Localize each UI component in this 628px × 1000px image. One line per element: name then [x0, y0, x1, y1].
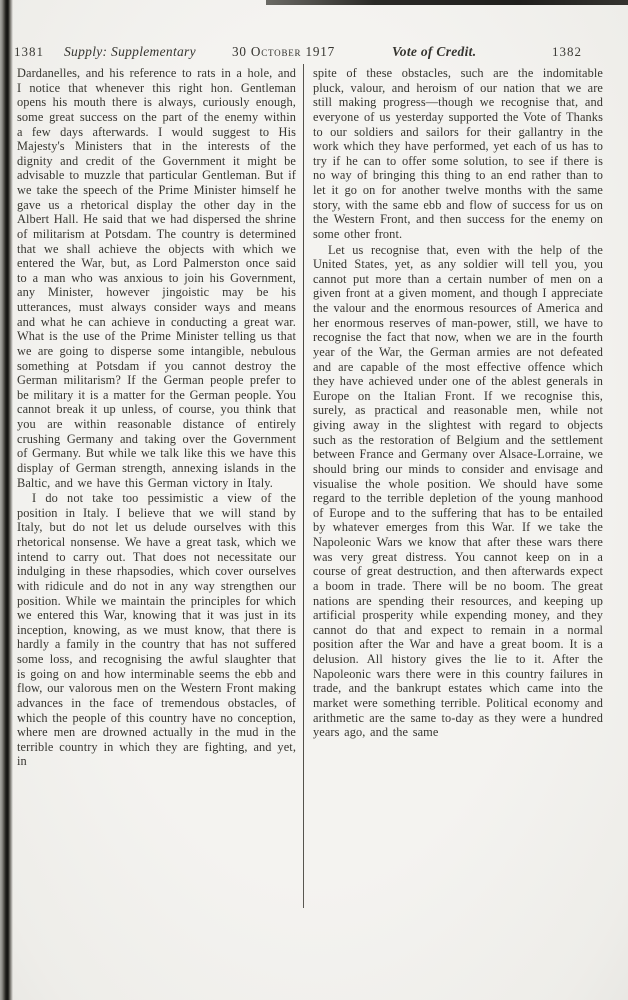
paragraph-right-continuation: spite of these obstacles, such are the indomitable pluck, valour, and heroism of our nation that we are still making progress—though we recognise that, and everyone of us yesterday supported the Vote of Thanks to our soldiers and sailors for their gallantry in the work which they have performed, yet each of us has to try if he can to offer some solution, to see if there is no way of bringing this thing to an end rather than to let it go on for another twelve months with the same story, with the same ebb and flow of success for us on the Western Front, and then success for the enemy on some other front.: [313, 66, 603, 241]
paragraph-left-2: I do not take too pessimistic a view of the position in Italy. I believe that we will stand by Italy, but do not let us delude ourselves with this rhetorical nonsense. We have a great task, which we intend to carry out. That does not necessitate our indulging in these rhapsodies, which cover ourselves with ridicule and do not in any way strengthen our position. While we maintain the principles for which we entered this War, knowing that it was just in its inception, knowing, as we must know, that there is hardly a family in the country that has not suffered some loss, and recognising the awful slaughter that is going on and how interminable seems the ebb and flow, our valorous men on the Western Front making advances in the face of tremendous obstacles, of which the people of this country have no conception, where men are drowned actually in the mud in the terrible country in which they are fighting, and yet, in: [17, 491, 296, 769]
column-number-right: 1382: [552, 44, 582, 59]
page-header: [0, 44, 628, 62]
running-title-right: Vote of Credit.: [392, 44, 477, 59]
running-title-left: Supply: Supplementary: [64, 44, 196, 59]
paragraph-right-2: Let us recognise that, even with the help of the United States, yet, as any soldier will tell you, you cannot put more than a certain number of men on a given front at a given moment, and though I appreciate the valour and the enormous resources of America and her enormous reserves of man-power, still, we have to recognise the fact that now, when we are in the fourth year of the War, the German armies are not defeated and are capable of the most effective offence which they have achieved under one of the ablest generals in Europe on the Italian Front. If we recognise this, surely, as practical and reasonable men, while not giving away in the slightest with regard to objects such as the restoration of Belgium and the settlement between France and Germany over Alsace-Lorraine, we should bring our minds to consider and envisage and visualise the whole position. We should have some regard to the terrible depletion of the young manhood of Europe and to the suffering that has to be entailed by whatever emerges from this War. If we take the Napoleonic Wars we know that after these wars there was very great distress. You cannot keep on in a course of great destruction, and then afterwards expect a boom in trade. There will be no boom. The great nations are spending their resources, and keeping up artificial prosperity while expending money, and they cannot do that and expect to remain in a normal position after the War and have a great boom. It is a delusion. All history gives the lie to it. After the Napoleonic wars there were in this country failures in trade, and the bankrupt estates which came into the market were something terrible. Political economy and arithmetic are the same to-day as they were a hundred years ago, and the same: [313, 242, 603, 740]
scan-binding-edge: [0, 0, 13, 1000]
column-1382: [313, 66, 603, 740]
scan-artifact-top-edge: [266, 0, 628, 5]
paragraph-left-continuation: Dardanelles, and his reference to rats in a hole, and I notice that whenever this right hon. Gentleman opens his mouth there is always, curiously enough, some great success on the part of the enemy within a few days afterwards. I would suggest to His Majesty's Ministers that in the interests of the dignity and credit of the Government it might be advisable to muzzle that particular Gentleman. But if we take the speech of the Prime Minister himself he gave us a rhetorical display the other day in the Albert Hall. He said that we had dispersed the shrine of militarism at Potsdam. The country is determined that we shall achieve the objects with which we entered the War, but, as Lord Palmerston once said to a man who was anxious to join his Government, any Minister, however jingoistic may be his utterances, must always consider ways and means and what he can achieve in conducting a great war. What is the use of the Prime Minister telling us that we are going to disperse some intangible, nebulous something at Potsdam if you cannot destroy the German militarism? If the German people prefer to be military it is a matter for the German people. You cannot break it up unless, of course, you think that you are within reasonable distance of entirely crushing Germany and taking over the Government of Germany. But while we talk like this we have this display of German strength, annexing islands in the Baltic, and we have this German victory in Italy.: [17, 66, 296, 490]
column-1381: [17, 66, 296, 769]
debate-date: 30 October 1917: [232, 44, 336, 59]
column-divider-rule: [303, 64, 304, 908]
column-number-left: 1381: [14, 44, 44, 59]
